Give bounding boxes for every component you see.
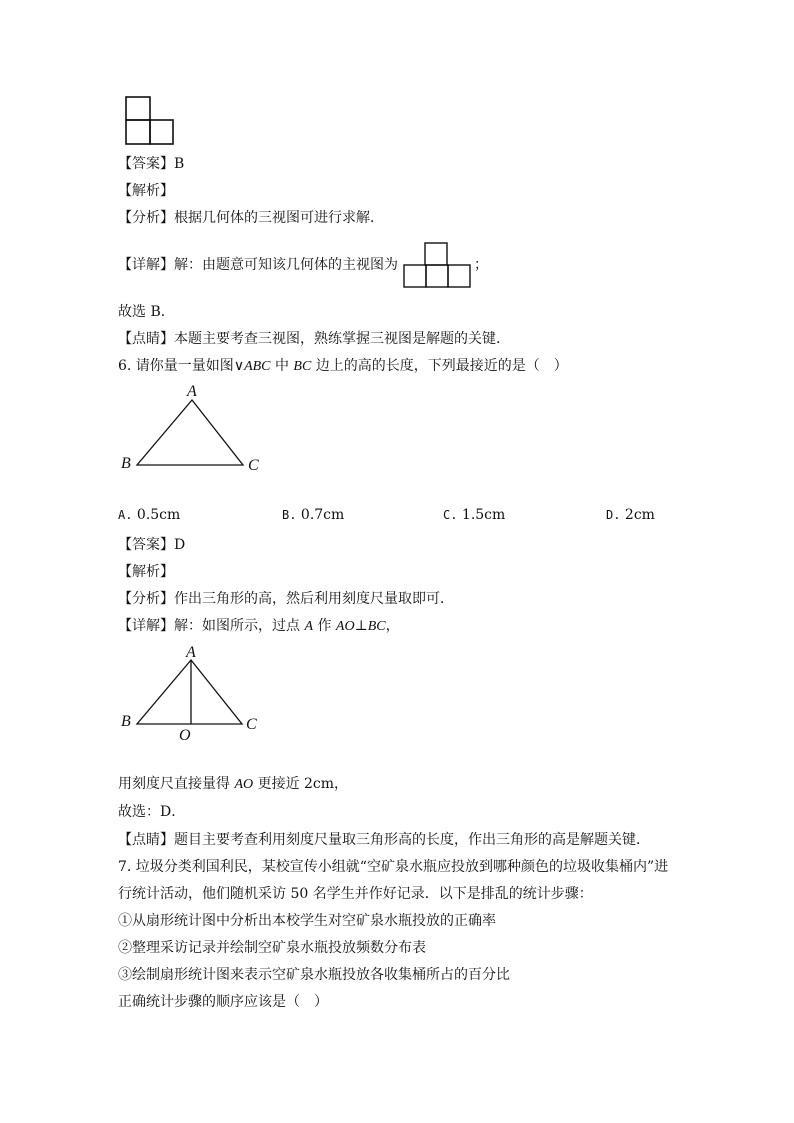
q7-line2: 行统计活动，他们随机采访 50 名学生并作好记录．以下是排乱的统计步骤： (118, 886, 593, 902)
option-a-key: A. (118, 508, 133, 522)
triangle-abc-height-figure (115, 640, 275, 744)
label-b2: B (121, 713, 131, 730)
q6-question-mid: 中 (270, 358, 294, 374)
segment-ao: AO (234, 777, 254, 792)
q5-xiangjie (118, 255, 398, 275)
q6-measure (118, 774, 348, 795)
point-a: A (304, 619, 314, 634)
option-c-key: C. (443, 508, 458, 522)
option-b-value: 0.7cm (300, 507, 345, 523)
q6-question (118, 356, 568, 377)
q6-xiangjie-mid: 作 (313, 618, 336, 634)
q6-xiangjie (118, 616, 400, 637)
q6-question-pre: 6. 请你量一量如图 (118, 358, 234, 374)
label-b: B (121, 455, 131, 472)
option-a-value: 0.5cm (136, 507, 181, 523)
q6-dianjing: 【点睛】题目主要考查利用刻度尺量取三角形高的长度，作出三角形的高是解题关键． (118, 832, 650, 848)
label-a2: A (186, 644, 196, 661)
label-c: C (248, 457, 259, 474)
q7-line1: 7. 垃圾分类利国利民，某校宣传小组就“空矿泉水瓶应投放到哪种颜色的垃圾收集桶内”进 (118, 859, 669, 875)
option-d-value: 2cm (624, 507, 655, 523)
q5-analysis-header: 【解析】 (118, 183, 174, 199)
q6-question-post: 边上的高的长度，下列最接近的是（ ） (311, 358, 568, 374)
side-name: BC (293, 359, 312, 374)
triangle-symbol: ∨ (233, 358, 245, 374)
triangle-abc-figure (115, 380, 275, 476)
option-b-key: B. (282, 508, 297, 522)
q6-measure-pre: 用刻度尺直接量得 (118, 776, 235, 792)
q5-fenxi: 【分析】根据几何体的三视图可进行求解． (118, 210, 384, 226)
q5-answer: 【答案】B (118, 156, 185, 172)
three-view-option-figure (124, 96, 176, 146)
q6-measure-post: 更接近 2cm， (253, 776, 349, 792)
option-c[interactable] (443, 507, 505, 523)
q6-xiangjie-end: ， (385, 618, 400, 634)
q7-step3: ③绘制扇形统计图来表示空矿泉水瓶投放各收集桶所占的百分比 (118, 967, 510, 983)
q7-step1: ①从扇形统计图中分析出本校学生对空矿泉水瓶投放的正确率 (118, 913, 496, 929)
q7-question: 正确统计步骤的顺序应该是（ ） (118, 994, 328, 1010)
option-c-value: 1.5cm (461, 507, 506, 523)
label-c2: C (246, 716, 257, 733)
q7-step2: ②整理采访记录并绘制空矿泉水瓶投放频数分布表 (118, 940, 426, 956)
q5-dianjing: 【点睛】本题主要考查三视图，熟练掌握三视图是解题的关键． (118, 331, 510, 347)
q6-fenxi: 【分析】作出三角形的高，然后利用刻度尺量取即可． (118, 591, 454, 607)
triangle-name: ABC (244, 359, 271, 374)
option-d-key: D. (606, 508, 621, 522)
q5-conclusion: 故选 B． (118, 304, 175, 320)
main-view-figure (403, 242, 473, 290)
q5-xiangjie-end: ； (474, 257, 488, 273)
option-a[interactable] (118, 507, 180, 523)
option-d[interactable] (606, 507, 655, 523)
label-o: O (179, 727, 191, 744)
option-b[interactable] (282, 507, 344, 523)
q6-analysis-header: 【解析】 (118, 564, 174, 580)
q6-conclusion: 故选：D． (118, 804, 186, 820)
perpendicular-expr: AO⊥BC (335, 619, 386, 634)
q5-xiangjie-text: 【详解】解：由题意可知该几何体的主视图为 (118, 257, 398, 273)
label-a: A (187, 383, 197, 400)
q6-xiangjie-pre: 【详解】解：如图所示，过点 (118, 618, 305, 634)
q6-answer: 【答案】D (118, 537, 186, 553)
